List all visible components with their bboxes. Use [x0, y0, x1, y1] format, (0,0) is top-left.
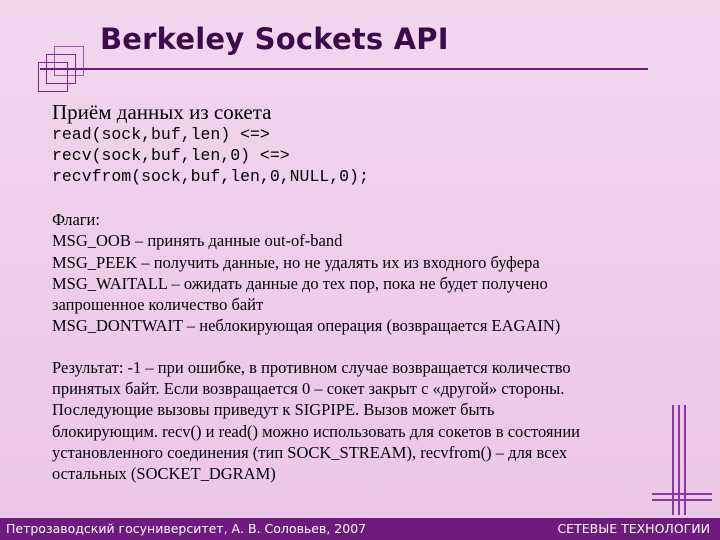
flag-msg-waitall-cont: запрошенное количество байт — [52, 295, 264, 315]
result-line: установленного соединения (тип SOCK_STREAM), recvfrom() – для всех — [52, 442, 568, 462]
slide-title: Berkeley Sockets API — [100, 22, 449, 56]
result-line: блокирующим. recv() и read() можно использовать для сокетов в состоянии — [52, 421, 581, 441]
footer-bar — [0, 518, 720, 540]
footer-author: Петрозаводский госуниверситет, А. В. Соловьев, 2007 — [6, 521, 367, 536]
result-line: принятых байт. Если возвращается 0 – сокет закрыт с «другой» стороны. — [52, 379, 565, 399]
footer-course: СЕТЕВЫЕ ТЕХНОЛОГИИ — [557, 521, 710, 536]
code-line: read(sock,buf,len) <=> — [52, 125, 270, 144]
decorative-grid-lines — [652, 405, 712, 515]
flag-msg-dontwait: MSG_DONTWAIT – неблокирующая операция (возвращается EAGAIN) — [52, 316, 561, 336]
decorative-square-frame — [38, 62, 68, 92]
result-line: Результат: -1 – при ошибке, в противном случае возвращается количество — [52, 357, 571, 377]
slide-content — [52, 100, 672, 485]
flags-label: Флаги: — [52, 210, 100, 229]
code-line: recv(sock,buf,len,0) <=> — [52, 146, 290, 165]
flag-msg-waitall: MSG_WAITALL – ожидать данные до тех пор, пока не будет получено — [52, 273, 548, 293]
flag-msg-oob: MSG_OOB – принять данные out-of-band — [52, 231, 343, 251]
flag-msg-peek: MSG_PEEK – получить данные, но не удалять их из входного буфера — [52, 252, 540, 272]
section-heading: Приём данных из сокета — [52, 100, 272, 124]
result-line: остальных (SOCKET_DGRAM) — [52, 464, 276, 484]
result-line: Последующие вызовы приведут к SIGPIPE. Вызов может быть — [52, 400, 495, 420]
title-underline — [40, 68, 648, 70]
code-line: recvfrom(sock,buf,len,0,NULL,0); — [52, 167, 369, 186]
